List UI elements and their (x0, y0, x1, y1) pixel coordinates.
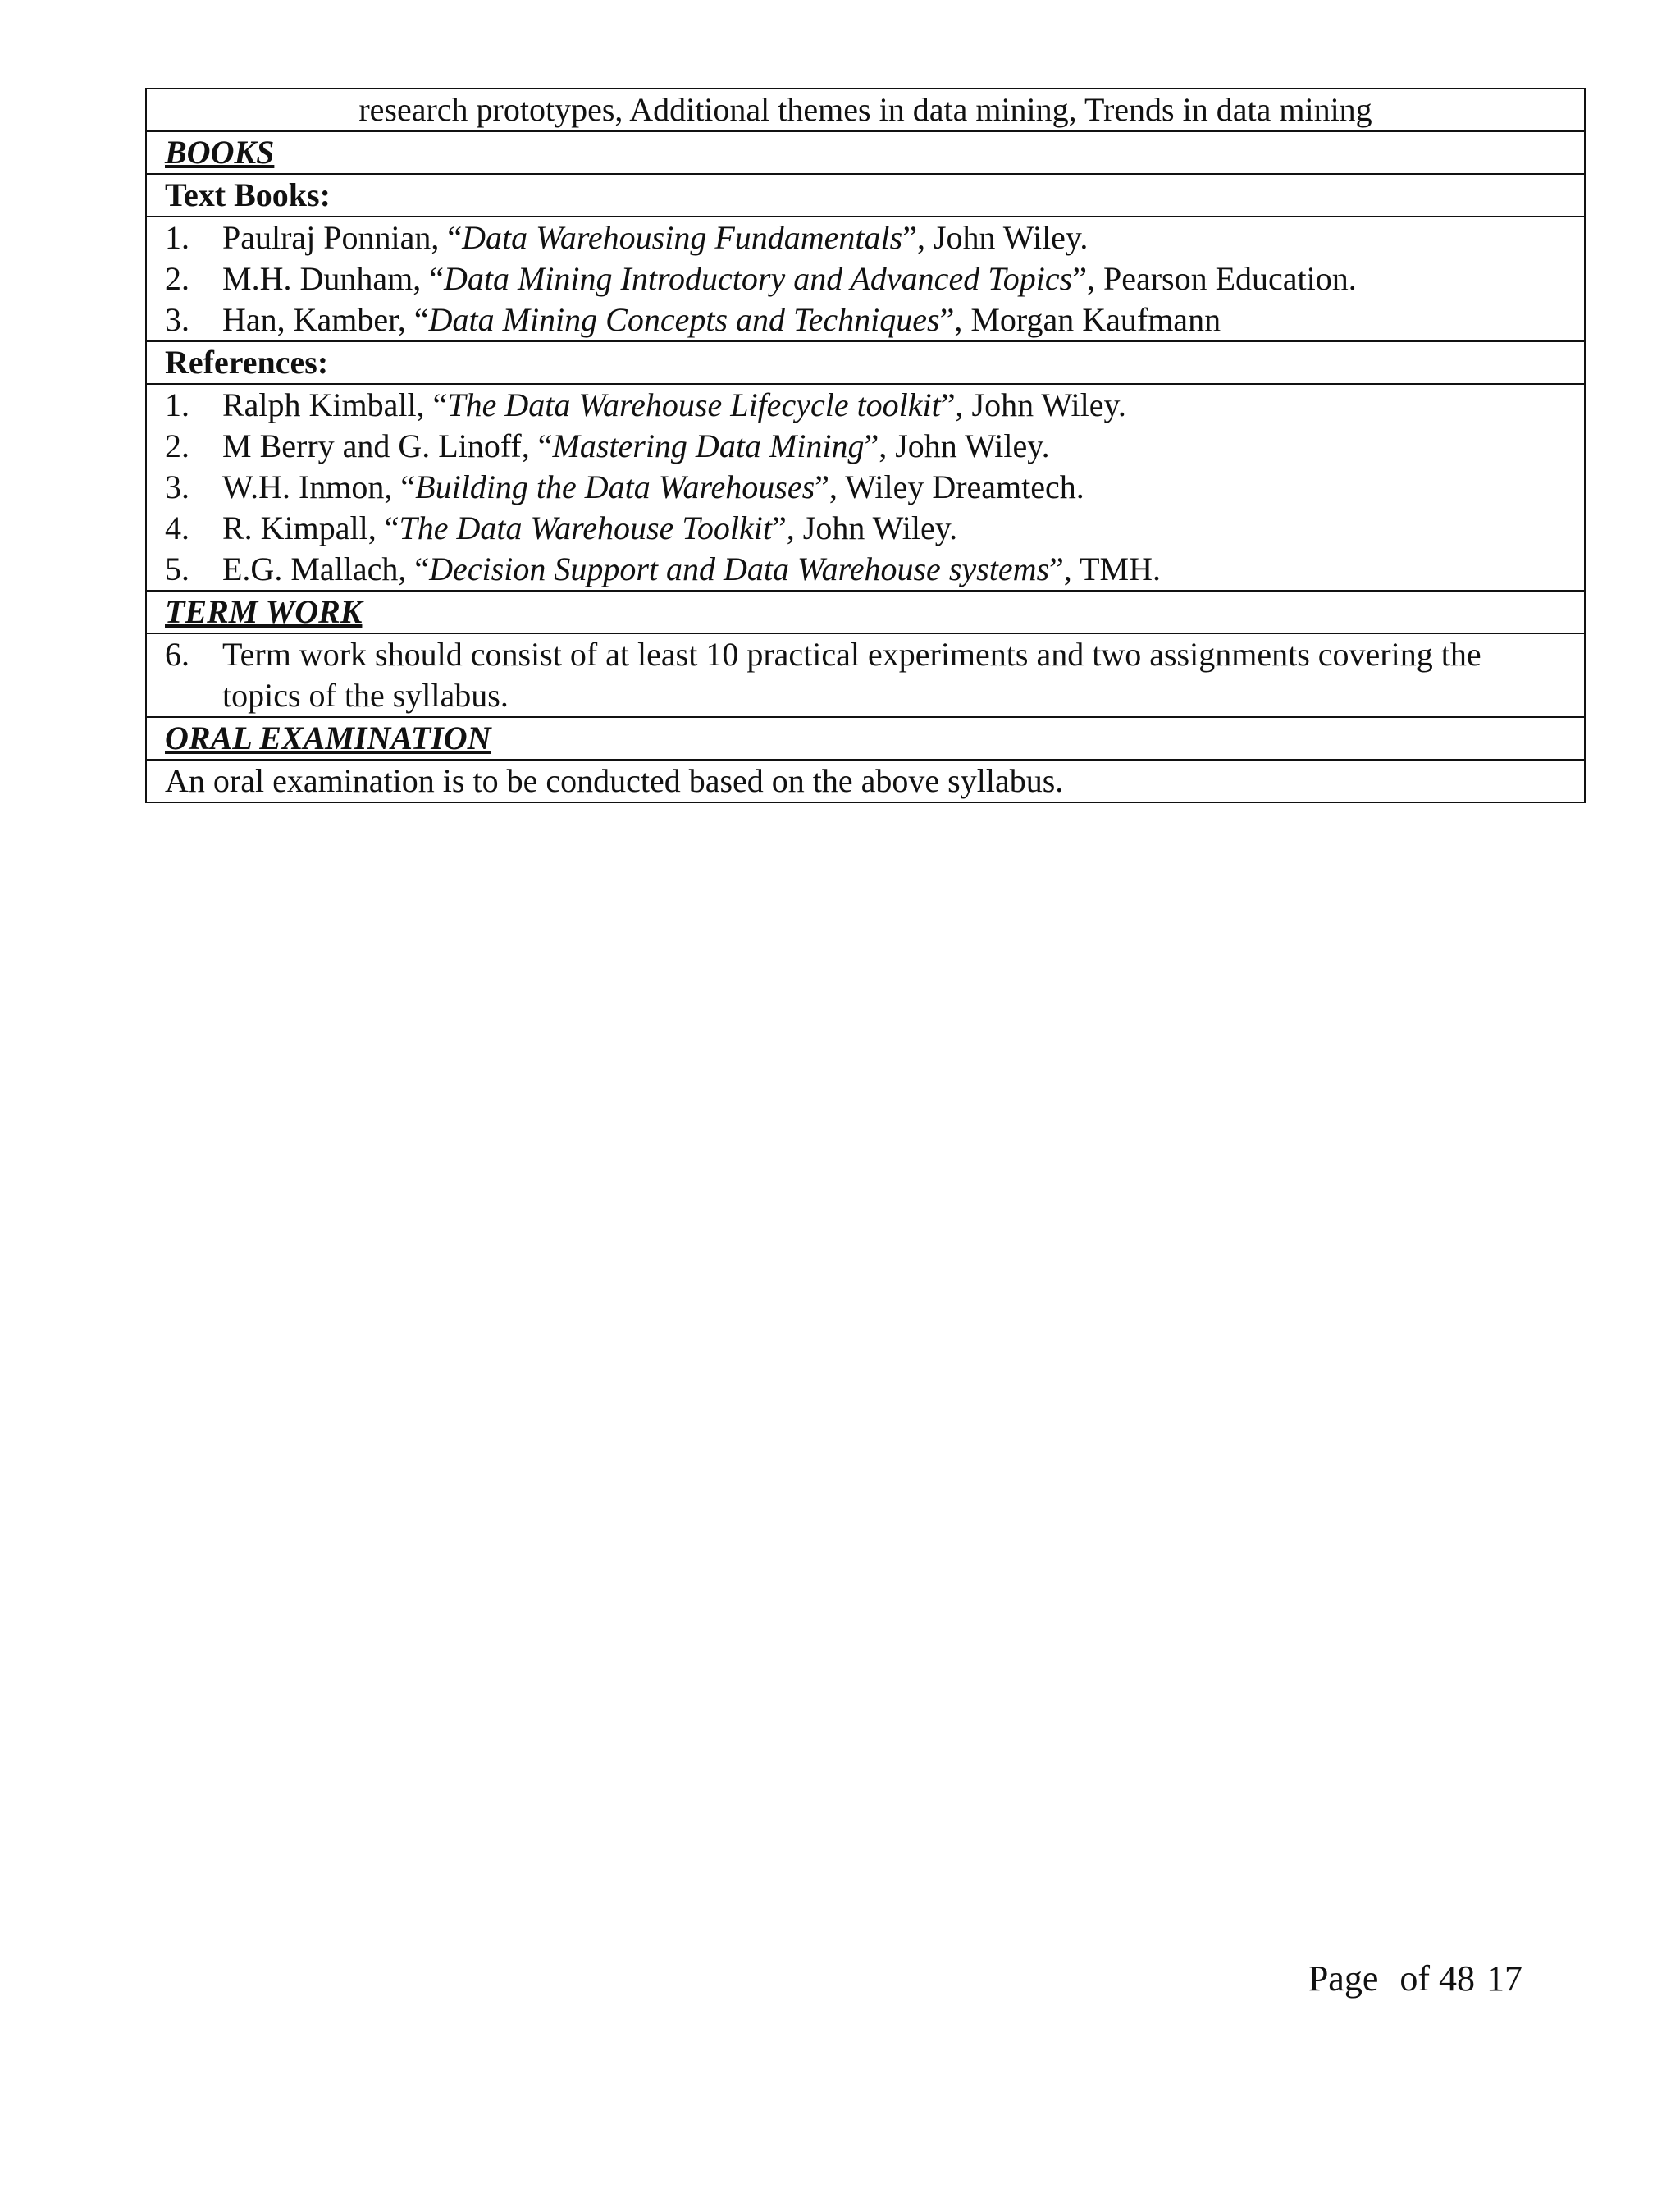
termwork-heading-row (146, 591, 1585, 633)
references-list (165, 385, 1566, 590)
item-number: 1. (165, 386, 189, 423)
of-total-label: of 48 (1399, 1958, 1475, 1999)
termwork-text: Term work should consist of at least 10 practical experiments and two assignments covering the topics of the syllabus. (222, 636, 1481, 714)
textbooks-row (146, 217, 1585, 341)
item-number: 2. (165, 260, 189, 297)
references-row (146, 384, 1585, 591)
book-title: Mastering Data Mining (552, 427, 865, 464)
books-heading-row (146, 131, 1585, 174)
termwork-row (146, 633, 1585, 717)
oral-text: An oral examination is to be conducted based on the above syllabus. (146, 760, 1585, 802)
list-item: 5. E.G. Mallach, “Decision Support and Data Warehouse systems”, TMH. (165, 549, 1566, 590)
books-heading: BOOKS (165, 134, 275, 171)
book-title: Data Mining Introductory and Advanced Topics (443, 260, 1073, 297)
references-heading-row (146, 341, 1585, 384)
book-title: The Data Warehouse Lifecycle toolkit (447, 386, 941, 423)
item-number: 3. (165, 301, 189, 338)
continuation-text: research prototypes, Additional themes in data mining, Trends in data mining (146, 89, 1585, 131)
item-number: 4. (165, 509, 189, 546)
references-heading: References: (165, 344, 329, 381)
item-number: 1. (165, 219, 189, 256)
list-item: 4. R. Kimpall, “The Data Warehouse Toolkit”, John Wiley. (165, 508, 1566, 549)
item-number: 5. (165, 550, 189, 587)
continuation-row (146, 89, 1585, 131)
book-title: The Data Warehouse Toolkit (399, 509, 773, 546)
oral-heading-row (146, 717, 1585, 760)
textbooks-list (165, 217, 1566, 340)
list-item: 3. W.H. Inmon, “Building the Data Warehouses”, Wiley Dreamtech. (165, 467, 1566, 508)
list-item: 2. M.H. Dunham, “Data Mining Introductory and Advanced Topics”, Pearson Education. (165, 258, 1566, 299)
book-title: Building the Data Warehouses (415, 468, 815, 505)
oral-row (146, 760, 1585, 802)
textbooks-heading: Text Books: (165, 176, 331, 213)
page-label: Page (1308, 1958, 1379, 1999)
book-title: Decision Support and Data Warehouse systems (429, 550, 1050, 587)
termwork-list (165, 634, 1566, 716)
item-number: 3. (165, 468, 189, 505)
book-title: Data Warehousing Fundamentals (462, 219, 903, 256)
list-item: 3. Han, Kamber, “Data Mining Concepts and Techniques”, Morgan Kaufmann (165, 299, 1566, 340)
item-number: 6. (165, 636, 189, 673)
syllabus-table (145, 88, 1586, 803)
page-footer (1308, 1956, 1522, 2002)
list-item: 1. Paulraj Ponnian, “Data Warehousing Fundamentals”, John Wiley. (165, 217, 1566, 258)
oral-heading: ORAL EXAMINATION (165, 720, 491, 756)
list-item (165, 634, 1566, 716)
page-number: 17 (1486, 1958, 1522, 1999)
book-title: Data Mining Concepts and Techniques (428, 301, 940, 338)
list-item: 1. Ralph Kimball, “The Data Warehouse Lifecycle toolkit”, John Wiley. (165, 385, 1566, 426)
list-item: 2. M Berry and G. Linoff, “Mastering Data Mining”, John Wiley. (165, 426, 1566, 467)
textbooks-heading-row (146, 174, 1585, 217)
termwork-heading: TERM WORK (165, 593, 363, 630)
item-number: 2. (165, 427, 189, 464)
